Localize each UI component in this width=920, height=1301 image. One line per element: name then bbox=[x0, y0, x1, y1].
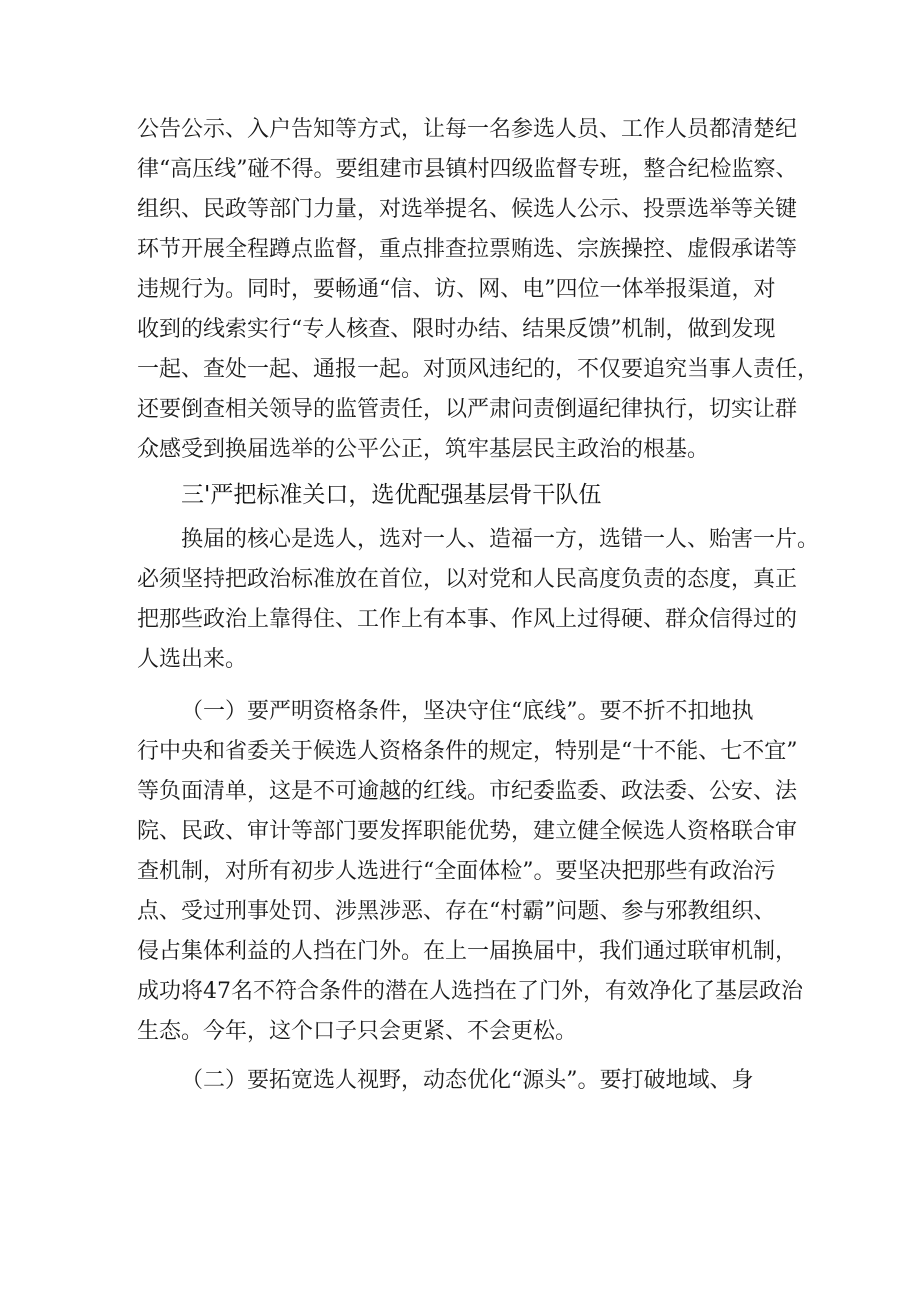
text-line: 行中央和省委关于候选人资格条件的规定，特别是“十不能、七不宜” bbox=[137, 739, 798, 764]
text-line: 一起、查处一起、通报一起。对顶风违纪的，不仅要追究当事人责任， bbox=[137, 357, 820, 382]
text-line: 等负面清单，这是不可逾越的红线。市纪委监委、政法委、公安、法 bbox=[137, 779, 798, 804]
text-line: 查机制，对所有初步人选进行“全面体检”。要坚决把那些有政治污 bbox=[137, 859, 776, 884]
text-line: 生态。今年，这个口子只会更紧、不会更松。 bbox=[137, 1019, 578, 1044]
text-line: 众感受到换届选举的公平公正，筑牢基层民主政治的根基。 bbox=[137, 437, 710, 462]
text-line: 必须坚持把政治标准放在首位，以对党和人民高度负责的态度，真正 bbox=[137, 567, 798, 592]
text-line: （一）要严明资格条件，坚决守住“底线”。要不折不扣地执 bbox=[181, 699, 754, 724]
section-heading: 三'严把标准关口，选优配强基层骨干队伍 bbox=[181, 482, 602, 508]
text-line: 公告公示、入户告知等方式，让每一名参选人员、工作人员都清楚纪 bbox=[137, 117, 798, 142]
text-line: 收到的线索实行“专人核查、限时办结、结果反馈”机制，做到发现 bbox=[137, 317, 776, 342]
text-line: 侵占集体利益的人挡在门外。在上一届换届中，我们通过联审机制， bbox=[137, 939, 798, 964]
text-line: 把那些政治上靠得住、工作上有本事、作风上过得硬、群众信得过的 bbox=[137, 607, 798, 632]
text-line: （二）要拓宽选人视野，动态优化“源头”。要打破地域、身 bbox=[181, 1068, 754, 1093]
text-line: 组织、民政等部门力量，对选举提名、候选人公示、投票选举等关键 bbox=[137, 197, 798, 222]
text-line: 违规行为。同时，要畅通“信、访、网、电”四位一体举报渠道，对 bbox=[137, 277, 776, 302]
text-line: 院、民政、审计等部门要发挥职能优势，建立健全候选人资格联合审 bbox=[137, 819, 798, 844]
text-line: 还要倒查相关领导的监管责任，以严肃问责倒逼纪律执行，切实让群 bbox=[137, 397, 798, 422]
text-line: 环节开展全程蹲点监督，重点排查拉票贿选、宗族操控、虚假承诺等 bbox=[137, 237, 798, 262]
text-line: 点、受过刑事处罚、涉黑涉恶、存在“村霸”问题、参与邪教组织、 bbox=[137, 899, 776, 924]
text-line: 人选出来。 bbox=[137, 647, 248, 672]
text-line: 换届的核心是选人，选对一人、造福一方，选错一人、贻害一片。 bbox=[181, 527, 820, 552]
text-line: 成功将47名不符合条件的潜在人选挡在了门外，有效净化了基层政治 bbox=[137, 979, 803, 1004]
text-line: 律“高压线”碰不得。要组建市县镇村四级监督专班，整合纪检监察、 bbox=[137, 157, 798, 182]
